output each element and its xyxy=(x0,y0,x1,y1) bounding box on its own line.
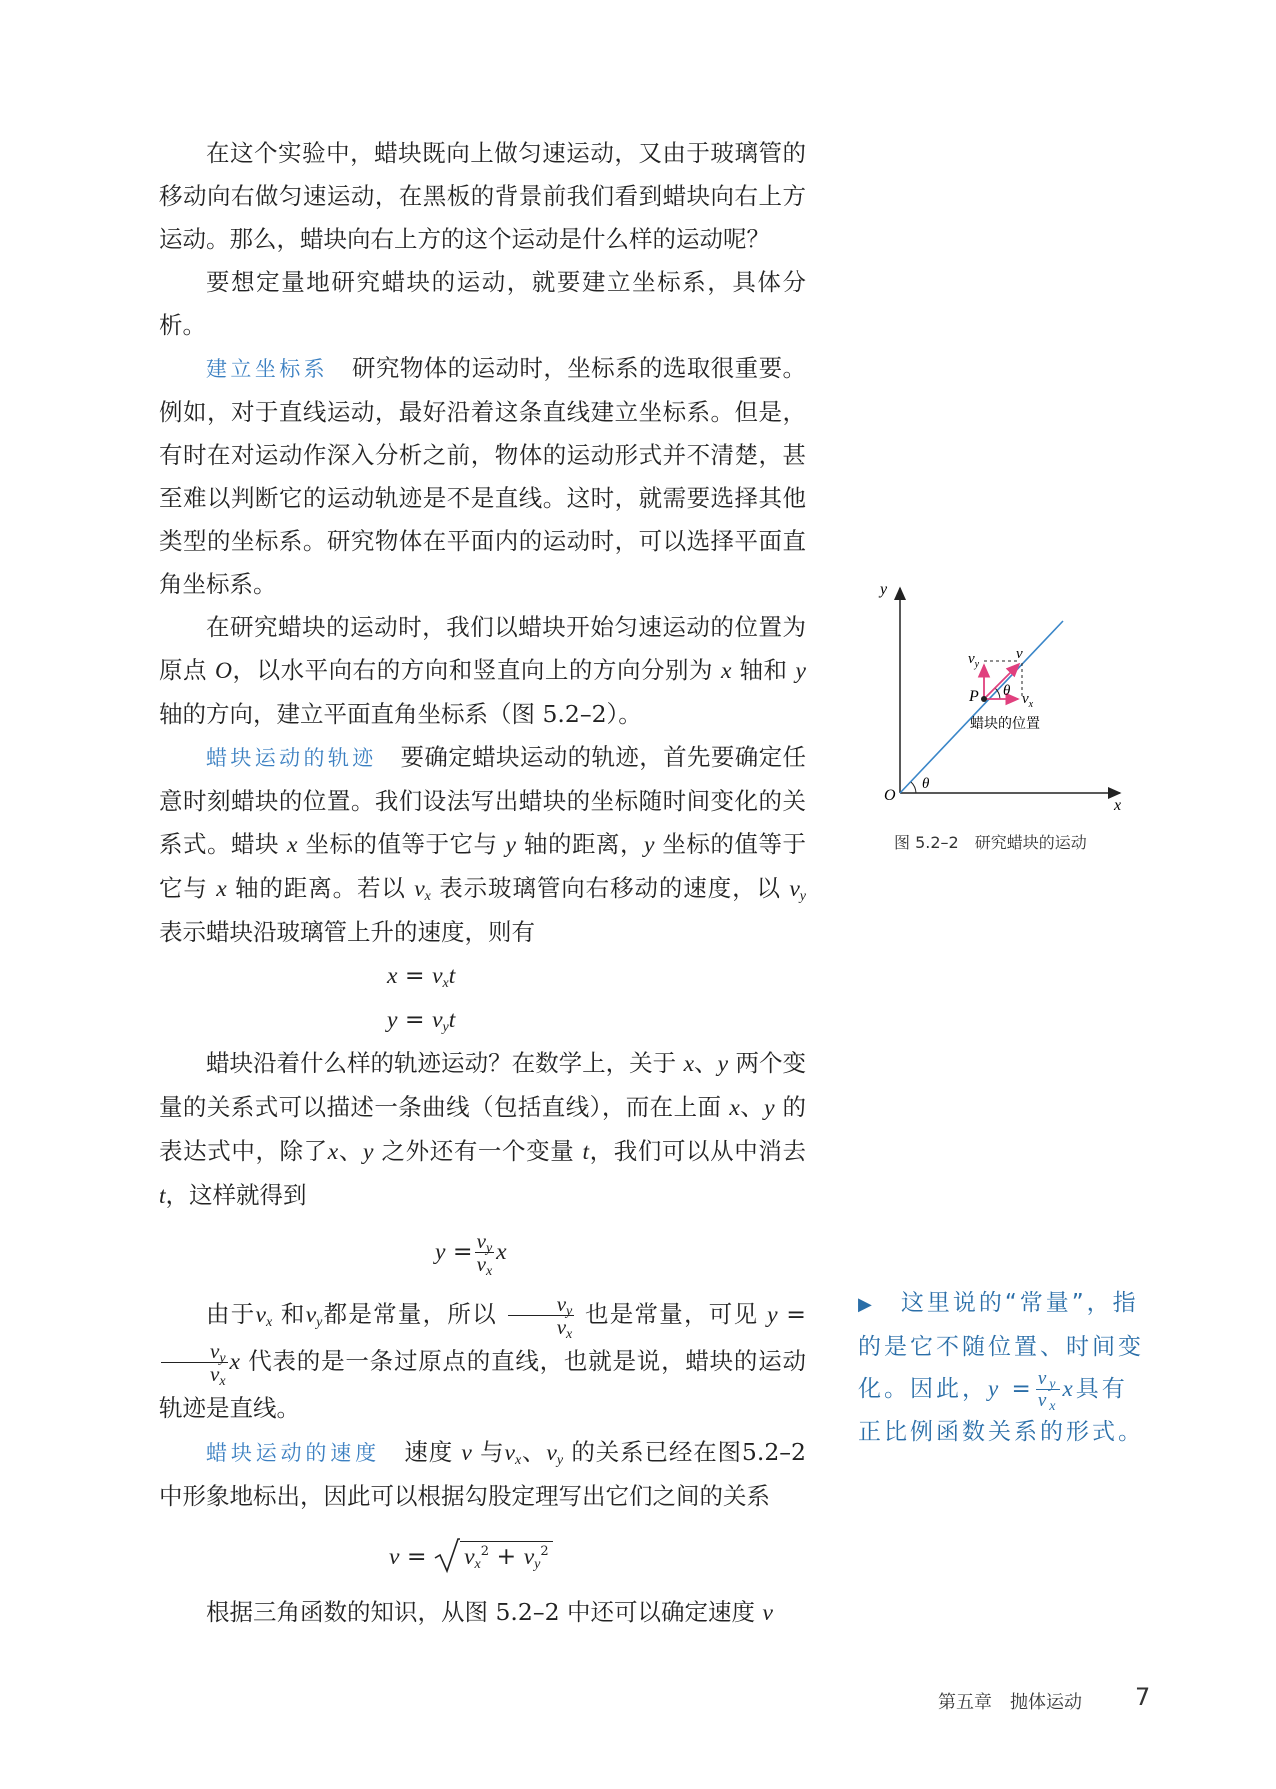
vx-symbol: v xyxy=(504,1440,515,1466)
fraction-vy-vx xyxy=(161,1339,228,1389)
vy-symbol: v xyxy=(1037,1368,1050,1389)
side-note-text: 具有正比例函数关系的形式。 xyxy=(858,1376,1144,1445)
equals: = xyxy=(404,1005,425,1033)
paragraph-9 xyxy=(159,1591,806,1635)
text: 、 xyxy=(338,1137,363,1165)
trajectory-line xyxy=(900,621,1063,793)
vx-symbol: v xyxy=(210,1362,220,1386)
vy-symbol: v xyxy=(546,1440,557,1466)
text: 轴的距离。若以 xyxy=(226,874,415,902)
vy-symbol: v xyxy=(789,876,800,902)
vx-subscript: x xyxy=(1049,1399,1059,1414)
text: 都是常量，所以 xyxy=(322,1300,506,1328)
vx-symbol: v xyxy=(255,1302,266,1328)
text: ，以水平向右的方向和竖直向上的方向分别为 xyxy=(232,656,722,684)
text: 两个变量的关系式可以描述一条曲线（包括直线），而在上面 xyxy=(159,1049,806,1121)
x-symbol: x xyxy=(683,1051,695,1077)
page-number: 7 xyxy=(1135,1683,1151,1711)
x-axis-label: x xyxy=(1114,797,1122,814)
vy-subscript: y xyxy=(485,1241,493,1256)
text: 的表达式中，除了 xyxy=(159,1093,806,1165)
text: 也是常量，可见 xyxy=(576,1300,768,1328)
vy-symbol: v xyxy=(523,1543,535,1570)
v-vector xyxy=(984,664,1019,699)
text: 坐标的值等于它与 xyxy=(297,830,506,858)
x-symbol: x xyxy=(287,832,298,858)
vx-subscript: x xyxy=(474,1556,481,1572)
y-symbol: y xyxy=(362,1139,374,1165)
section-heading-trajectory: 蜡块运动的轨迹 xyxy=(206,746,377,770)
text: 轴的距离， xyxy=(515,830,644,858)
y-symbol: y xyxy=(505,832,516,858)
paragraph-4 xyxy=(159,606,806,736)
vx-label-base: v xyxy=(1022,691,1029,707)
vy-symbol: v xyxy=(432,1007,443,1033)
equals: = xyxy=(406,1541,427,1570)
text: 的关系已经在图5.2–2中形象地标出，因此可以根据勾股定理写出它们之间的关系 xyxy=(159,1438,806,1510)
vy-subscript: y xyxy=(799,889,806,904)
point-p xyxy=(981,696,987,702)
text: 根据三角函数的知识，从图 5.2–2 中还可以确定速度 xyxy=(206,1597,763,1626)
y-symbol: y xyxy=(764,1095,775,1121)
vy-subscript: y xyxy=(534,1556,541,1572)
origin-label: O xyxy=(884,787,896,804)
y-symbol: y xyxy=(717,1051,728,1077)
paragraph-6 xyxy=(159,1042,806,1218)
y-symbol: y xyxy=(767,1302,778,1328)
theta-label-origin: θ xyxy=(922,776,930,792)
side-note xyxy=(858,1282,1148,1453)
x-symbol: x xyxy=(327,1139,339,1165)
radical-sign-icon xyxy=(434,1538,460,1574)
text: 蜡块沿着什么样的轨迹运动？在数学上，关于 xyxy=(206,1049,684,1077)
vy-subscript: y xyxy=(316,1315,323,1330)
vy-subscript: y xyxy=(556,1453,564,1468)
vy-subscript: y xyxy=(1049,1377,1059,1392)
y-symbol: y xyxy=(435,1239,446,1265)
vy-symbol: v xyxy=(210,1339,220,1363)
y-symbol: y xyxy=(795,658,806,684)
figure-5-2-2 xyxy=(870,578,1140,818)
vx-subscript: x xyxy=(424,889,431,904)
fraction-vy-vx xyxy=(508,1292,575,1342)
vx-label-sub: x xyxy=(1028,699,1034,710)
text: 轴的方向，建立平面直角坐标系（图 5.2–2）。 xyxy=(159,700,642,728)
vx-subscript: x xyxy=(566,1327,573,1342)
vx-symbol: v xyxy=(476,1252,486,1276)
x-symbol: x xyxy=(1062,1376,1076,1401)
equals: = xyxy=(404,961,425,989)
text: 之外还有一个变量 xyxy=(373,1137,583,1165)
t-symbol: t xyxy=(448,1007,456,1033)
text: 、 xyxy=(739,1093,765,1121)
theta-label-p: θ xyxy=(1003,683,1011,699)
vy-label-base: v xyxy=(968,651,975,667)
vx-subscript: x xyxy=(514,1453,522,1468)
square-exponent: 2 xyxy=(480,1544,490,1559)
vx-label xyxy=(1022,691,1034,710)
vx-subscript: x xyxy=(219,1374,226,1389)
y-axis-label: y xyxy=(880,581,888,598)
text: 代表的是一条过原点的直线，也就是说，蜡块的运动轨迹是直线。 xyxy=(159,1347,806,1422)
vy-subscript: y xyxy=(442,1020,449,1035)
x-symbol: x xyxy=(729,1095,740,1121)
vy-symbol: v xyxy=(305,1302,317,1328)
vx-symbol: v xyxy=(414,876,425,902)
vy-symbol: v xyxy=(476,1229,486,1253)
v-symbol: v xyxy=(461,1440,472,1466)
square-root xyxy=(434,1530,553,1579)
fraction-vy-vx xyxy=(475,1229,495,1279)
y-symbol: y xyxy=(988,1376,1002,1401)
t-symbol: t xyxy=(448,963,456,989)
paragraph-2: 要想定量地研究蜡块的运动，就要建立坐标系，具体分析。 xyxy=(159,268,806,339)
y-symbol: y xyxy=(643,832,655,858)
text: 表示玻璃管向右移动的速度，以 xyxy=(430,874,790,902)
t-symbol: t xyxy=(159,1183,166,1209)
vx-subscript: x xyxy=(265,1315,273,1330)
text: 坐标的值等于它与 xyxy=(159,830,806,902)
vx-symbol: v xyxy=(432,963,443,989)
x-symbol: x xyxy=(216,876,227,902)
p-label: P xyxy=(969,688,979,705)
x-symbol: x xyxy=(387,963,398,989)
main-text xyxy=(159,132,806,1635)
text: 由于 xyxy=(206,1300,256,1328)
equation-speed xyxy=(159,1530,806,1579)
section-heading-velocity: 蜡块运动的速度 xyxy=(206,1441,381,1465)
vx-subscript: x xyxy=(485,1264,493,1279)
t-symbol: t xyxy=(582,1139,589,1165)
paragraph-8 xyxy=(159,1431,806,1518)
paragraph-3 xyxy=(159,347,806,606)
paragraph-7 xyxy=(159,1291,806,1431)
side-note-text: 这里说的“常量”，指的是它不随位置、时间变化。因此， xyxy=(858,1290,1144,1402)
text: 、 xyxy=(694,1049,718,1077)
theta-arc-origin xyxy=(911,782,916,793)
plus: + xyxy=(496,1541,517,1570)
vy-label xyxy=(968,651,980,670)
equals: = xyxy=(1011,1376,1034,1402)
chapter-footer: 第五章 抛体运动 xyxy=(938,1692,1082,1713)
equation-x xyxy=(159,954,806,998)
text: 表示蜡块沿玻璃管上升的速度，则有 xyxy=(159,918,535,946)
v-symbol: v xyxy=(762,1599,773,1626)
section-heading-coordinate: 建立坐标系 xyxy=(206,357,329,381)
paragraph-1: 在这个实验中，蜡块既向上做匀速运动，又由于玻璃管的移动向右做匀速运动，在黑板的背景前我们看到蜡块向右上方运动。那么，蜡块向右上方的这个运动是什么样的运动呢？ xyxy=(159,139,806,253)
vx-symbol: v xyxy=(1037,1390,1050,1411)
vy-subscript: y xyxy=(219,1351,226,1366)
equation-trajectory xyxy=(159,1229,806,1279)
paragraph-5 xyxy=(159,736,806,954)
fraction-vy-vx xyxy=(1036,1368,1061,1414)
x-symbol: x xyxy=(229,1349,240,1375)
vy-label-sub: y xyxy=(974,659,980,670)
text: 速度 xyxy=(404,1438,462,1466)
position-label: 蜡块的位置 xyxy=(970,717,1040,732)
x-symbol: x xyxy=(496,1239,507,1265)
vy-subscript: y xyxy=(566,1304,573,1319)
equals: = xyxy=(452,1237,473,1265)
text: 在研究蜡块的运动时，我们以蜡块开始匀速运动的位置为原点 xyxy=(159,613,806,684)
text: 轴和 xyxy=(731,656,796,684)
vx-subscript: x xyxy=(442,976,449,991)
vx-symbol: v xyxy=(556,1315,567,1339)
paragraph-3-text: 研究物体的运动时，坐标系的选取很重要。例如，对于直线运动，最好沿着这条直线建立坐标系。但是，有时在对运动作深入分析之前，物体的运动形式并不清楚，甚至难以判断它的运动轨迹是不是直线。这时，就需要选择其他类型的坐标系。研究物体在平面内的运动时，可以选择平面直角坐标系。 xyxy=(159,354,807,598)
origin-symbol: O xyxy=(215,658,233,684)
text: 与 xyxy=(471,1438,505,1466)
figure-caption: 图 5.2–2 研究蜡块的运动 xyxy=(894,833,1087,852)
text: 和 xyxy=(272,1300,306,1328)
text: ，我们可以从中消去 xyxy=(589,1137,807,1165)
side-note-arrow-icon: ▶ xyxy=(858,1294,875,1315)
x-symbol: x xyxy=(721,658,732,684)
v-symbol: v xyxy=(389,1543,400,1570)
equals: = xyxy=(786,1300,806,1328)
v-label: v xyxy=(1016,646,1023,662)
y-symbol: y xyxy=(387,1007,398,1033)
equation-y xyxy=(159,998,806,1042)
vx-symbol: v xyxy=(464,1543,475,1570)
text: ，这样就得到 xyxy=(165,1181,307,1209)
square-exponent: 2 xyxy=(540,1544,549,1559)
text: 要确定蜡块运动的轨迹，首先要确定任意时刻蜡块的位置。我们设法写出蜡块的坐标随时间变化的关系式。蜡块 xyxy=(159,743,806,858)
text: 、 xyxy=(521,1438,547,1466)
vy-symbol: v xyxy=(556,1292,567,1316)
